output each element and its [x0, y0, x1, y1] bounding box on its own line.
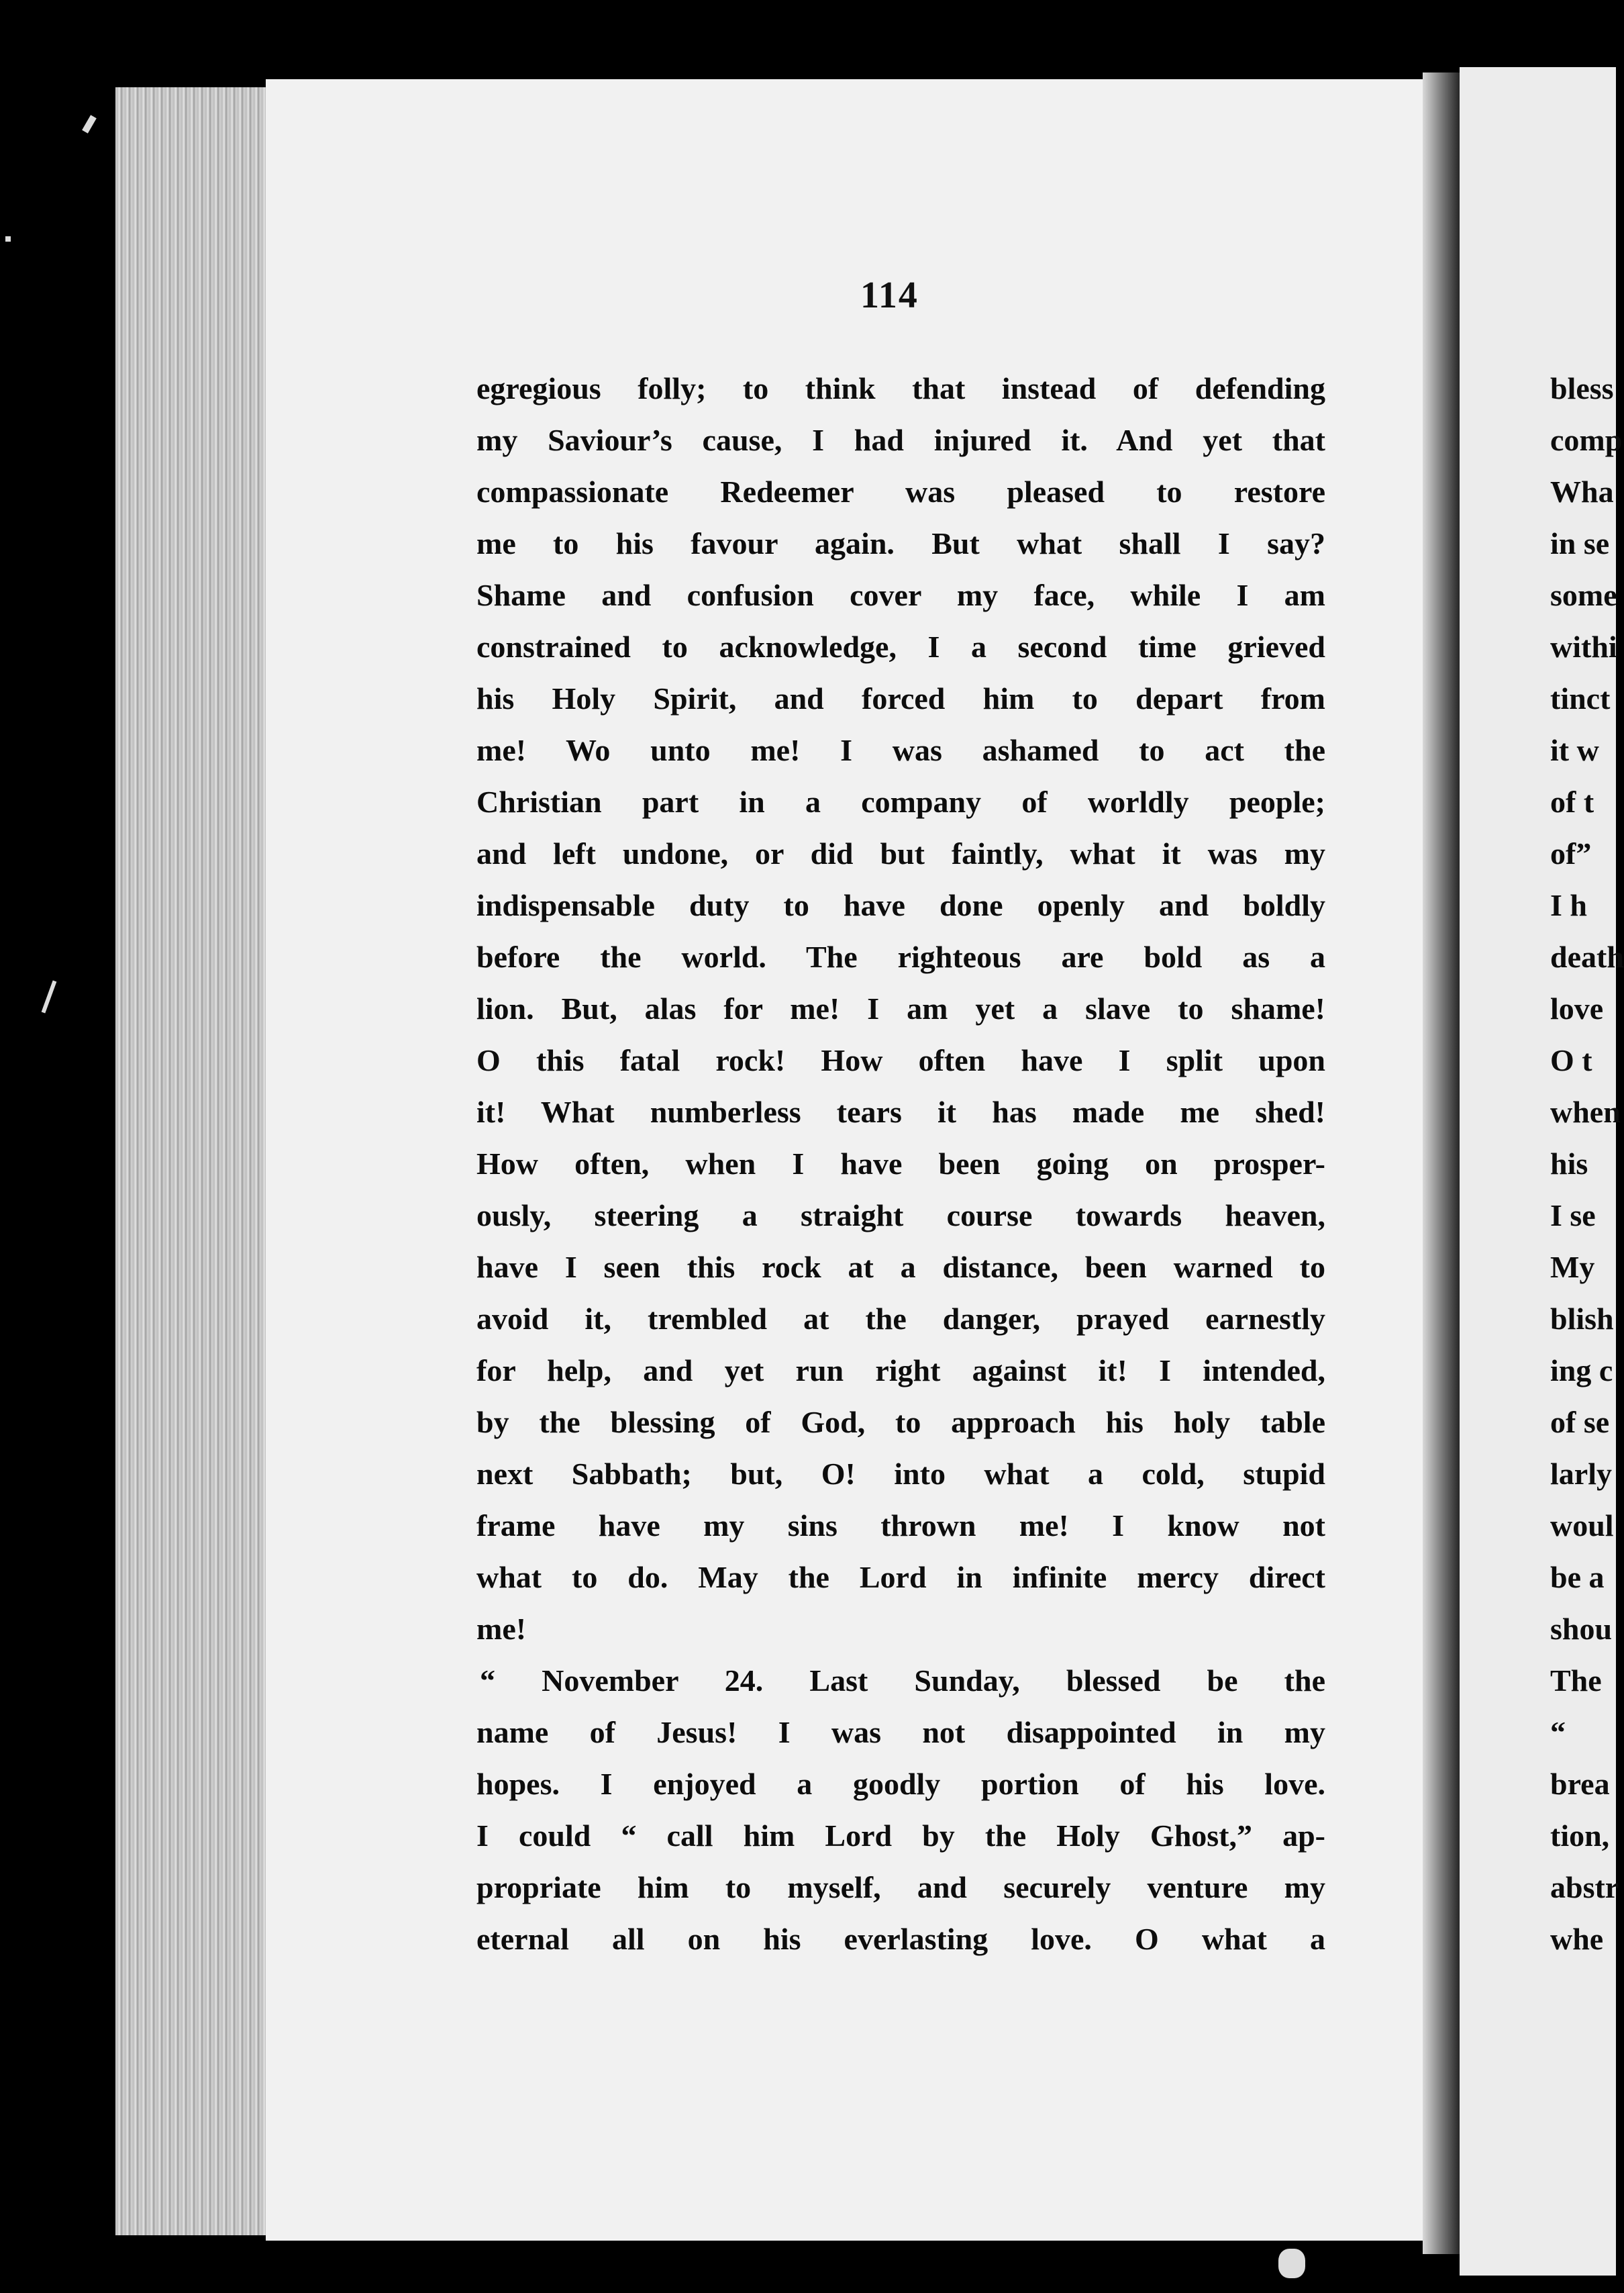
facing-text-line: be a [1550, 1560, 1605, 1594]
facing-text-line: The [1550, 1663, 1602, 1698]
text-line: my Saviour’s cause, I had injured it. And yet that [476, 423, 1325, 457]
text-line: indispensable duty to have done openly and boldly [476, 888, 1325, 922]
page-number: 114 [860, 275, 919, 316]
facing-text-line: O t [1550, 1043, 1592, 1077]
facing-text-line: “ [1550, 1715, 1566, 1749]
facing-text-line: when [1550, 1095, 1621, 1129]
facing-text-line: of se [1550, 1405, 1610, 1439]
book-gutter [1423, 72, 1460, 2254]
facing-text-line: I h [1550, 888, 1587, 922]
facing-text-line: ing c [1550, 1353, 1613, 1387]
text-line: next Sabbath; but, O! into what a cold, stupid [476, 1457, 1325, 1491]
text-line: frame have my sins thrown me! I know not [476, 1508, 1325, 1543]
facing-text-line: of” [1550, 836, 1592, 871]
scan-speck [42, 980, 57, 1013]
facing-text-line: it w [1550, 733, 1599, 767]
facing-text-line: some [1550, 578, 1617, 612]
text-line: compassionate Redeemer was pleased to restore [476, 475, 1325, 509]
text-line: by the blessing of God, to approach his holy table [476, 1405, 1325, 1439]
text-line: his Holy Spirit, and forced him to depart from [476, 681, 1325, 716]
text-line: “ November 24. Last Sunday, blessed be the [480, 1663, 1325, 1698]
facing-text-line: his [1550, 1146, 1588, 1181]
facing-page-text [1550, 362, 1624, 1965]
facing-text-line: whe [1550, 1922, 1604, 1956]
text-line: have I seen this rock at a distance, been warned to [476, 1250, 1325, 1284]
facing-text-line: blish [1550, 1302, 1614, 1336]
stacked-page-edges [115, 87, 287, 2235]
facing-text-line: shou [1550, 1612, 1613, 1646]
text-line: Christian part in a company of worldly people; [476, 785, 1325, 819]
facing-text-line: tion, [1550, 1818, 1610, 1853]
facing-text-line: My [1550, 1250, 1595, 1284]
scan-speck [1278, 2249, 1305, 2278]
text-line: I could “ call him Lord by the Holy Ghost,” ap- [476, 1818, 1325, 1853]
facing-text-line: brea [1550, 1767, 1610, 1801]
facing-text-line: comp [1550, 423, 1623, 457]
facing-text-line: of t [1550, 785, 1594, 819]
text-line: for help, and yet run right against it! I intended, [476, 1353, 1325, 1387]
text-line: and left undone, or did but faintly, what it was my [476, 836, 1325, 871]
text-line: what to do. May the Lord in infinite mercy direct [476, 1560, 1325, 1594]
text-line: egregious folly; to think that instead of defending [476, 371, 1325, 405]
facing-text-line: love [1550, 991, 1604, 1026]
text-line: me! Wo unto me! I was ashamed to act the [476, 733, 1325, 767]
text-line: ously, steering a straight course towards heaven, [476, 1198, 1325, 1232]
facing-text-line: Wha [1550, 475, 1614, 509]
text-line: before the world. The righteous are bold as a [476, 940, 1325, 974]
text-line: me! [476, 1612, 527, 1646]
text-line: me to his favour again. But what shall I say? [476, 526, 1325, 560]
text-line: lion. But, alas for me! I am yet a slave to shame! [476, 991, 1325, 1026]
facing-text-line: in se [1550, 526, 1610, 560]
text-line: it! What numberless tears it has made me shed! [476, 1095, 1325, 1129]
facing-text-line: bless [1550, 371, 1614, 405]
facing-text-line: larly [1550, 1457, 1612, 1491]
facing-text-line: withi [1550, 630, 1617, 664]
facing-text-line: woul [1550, 1508, 1614, 1543]
text-line: constrained to acknowledge, I a second time grieved [476, 630, 1325, 664]
text-line: propriate him to myself, and securely venture my [476, 1870, 1325, 1904]
text-line: How often, when I have been going on prosper- [476, 1146, 1325, 1181]
page-body-text [476, 362, 1325, 1965]
scan-speck [5, 236, 11, 242]
facing-text-line: abstr [1550, 1870, 1619, 1904]
text-line: O this fatal rock! How often have I split upon [476, 1043, 1325, 1077]
text-line: avoid it, trembled at the danger, prayed earnestly [476, 1302, 1325, 1336]
text-line: name of Jesus! I was not disappointed in my [476, 1715, 1325, 1749]
facing-text-line: I se [1550, 1198, 1596, 1232]
facing-text-line: tinct [1550, 681, 1611, 716]
text-line: hopes. I enjoyed a goodly portion of his love. [476, 1767, 1325, 1801]
text-line: Shame and confusion cover my face, while I am [476, 578, 1325, 612]
text-line: eternal all on his everlasting love. O what a [476, 1922, 1325, 1956]
facing-text-line: death [1550, 940, 1624, 974]
scan-speck [82, 115, 97, 134]
